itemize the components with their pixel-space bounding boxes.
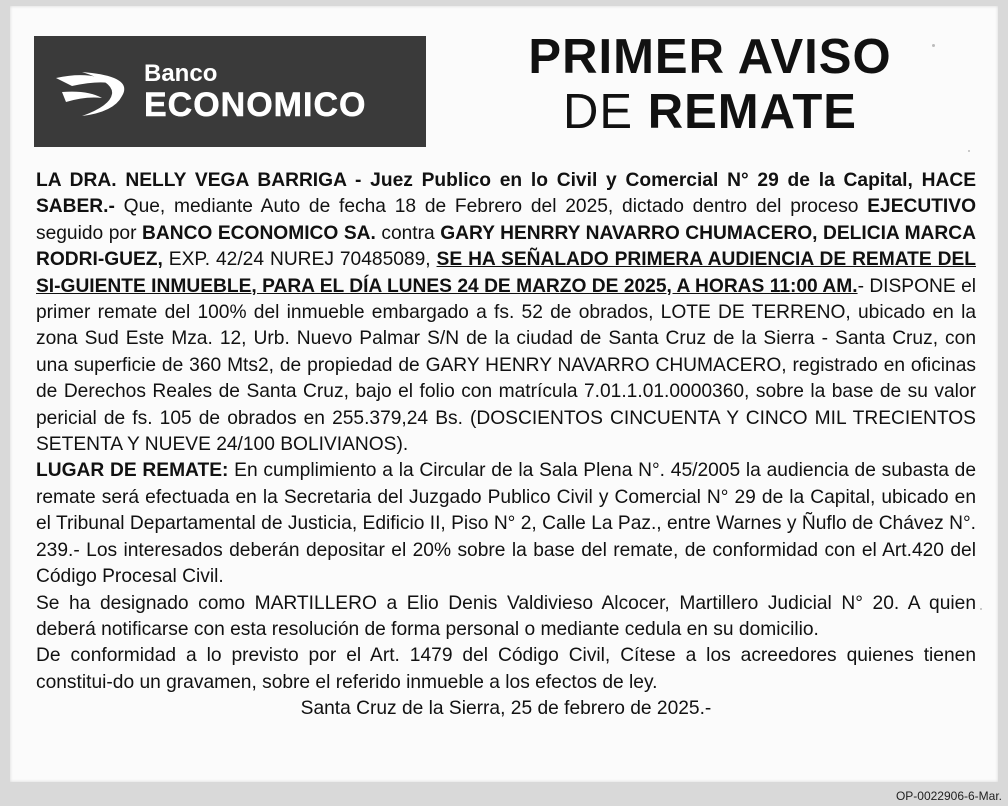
- bank-swoosh-icon: [52, 62, 138, 122]
- title-line-1: PRIMER AVISO: [528, 30, 892, 84]
- notice-title: [440, 30, 980, 140]
- process-type: EJECUTIVO: [867, 196, 976, 218]
- notice-body: [36, 168, 976, 723]
- title-line-2: [440, 85, 980, 140]
- property-description: - DISPONE el primer remate del 100% del inmueble embargado a fs. 52 de obrados, LOTE DE TERRENO, ubicado en la zona Sud Este Mza. 12, Urb. Nuevo Palmar S/N de la ciudad de Santa Cruz de la Sierra - Santa Cruz, con una superficie de 360 Mts2, de propiedad de GARY HENRY NAVARRO CHUMACERO, registrado en oficinas de Derechos Reales de Santa Cruz, bajo el folio con matrícula 7.01.1.01.0000360, sobre la base de su valor pericial de fs. 105 de obrados en 255.379,24 Bs. (DOSCIENTOS CINCUENTA Y CINCO MIL TRECIENTOS SETENTA Y NUEVE 24/100 BOLIVIANOS).: [36, 275, 976, 456]
- logo-economico-text: ECONOMICO: [144, 85, 367, 124]
- text-run: Que, mediante Auto de fecha 18 de Febrero del 2025, dictado dentro del proceso: [114, 196, 868, 218]
- title-line-2-bold: REMATE: [647, 84, 857, 139]
- plaintiff-name: BANCO ECONOMICO SA.: [142, 222, 376, 244]
- auction-date-announcement: SE HA SEÑALADO PRIMERA AUDIENCIA DE REMATE DEL SI-GUIENTE INMUEBLE, PARA EL DÍA LUNES 24 DE MARZO DE 2025, A HORAS 11:00 AM.: [36, 249, 976, 297]
- paragraph-auctioneer: Se ha designado como MARTILLERO a Elio Denis Valdivieso Alcocer, Martillero Judicial N° 20. A quien deberá notificarse con esta resolución de forma personal o mediante cedula en su domicilio.: [36, 592, 976, 640]
- banco-economico-logo: [34, 36, 426, 147]
- publication-code: OP-0022906-6-Mar.: [895, 789, 1002, 803]
- paragraph-creditors: De conformidad a lo previsto por el Art. 1479 del Código Civil, Cítese a los acreedores quienes tienen constitui-do un gravamen, sobre el referido inmueble a los efectos de ley.: [36, 645, 976, 693]
- paragraph-judicial-order: [36, 168, 976, 458]
- text-run: contra: [375, 222, 441, 244]
- signature-date: Santa Cruz de la Sierra, 25 de febrero de 2025.-: [300, 698, 712, 720]
- scan-speck: [968, 150, 970, 152]
- logo-banco-text: Banco: [144, 59, 218, 87]
- location-label: LUGAR DE REMATE:: [36, 460, 229, 482]
- scan-speck: [980, 608, 982, 610]
- judge-heading: LA DRA. NELLY VEGA BARRIGA - Juez Publico en lo Civil y Comercial N° 29 de la Capital, HACE SABER.-: [36, 170, 976, 218]
- defendant-names: GARY HENRRY NAVARRO CHUMACERO, DELICIA MARCA RODRI-GUEZ,: [36, 222, 976, 271]
- paragraph-auction-location: [36, 458, 976, 590]
- title-line-2-prefix: DE: [563, 84, 634, 139]
- case-numbers: EXP. 42/24 NUREJ 70485089,: [162, 249, 437, 271]
- text-run: seguido por: [36, 222, 142, 244]
- location-text: En cumplimiento a la Circular de la Sala Plena N°. 45/2005 la audiencia de subasta de remate será efectuada en la Secretaria del Juzgado Publico Civil y Comercial N° 29 de la Capital, ubicado en el Tribunal Departamental de Justicia, Edificio II, Piso N° 2, Calle La Paz., entre Warnes y Ñuflo de Chávez N°. 239.- Los interesados deberán depositar el 20% sobre la base del remate, de conformidad con el Art.420 del Código Procesal Civil.: [36, 460, 976, 588]
